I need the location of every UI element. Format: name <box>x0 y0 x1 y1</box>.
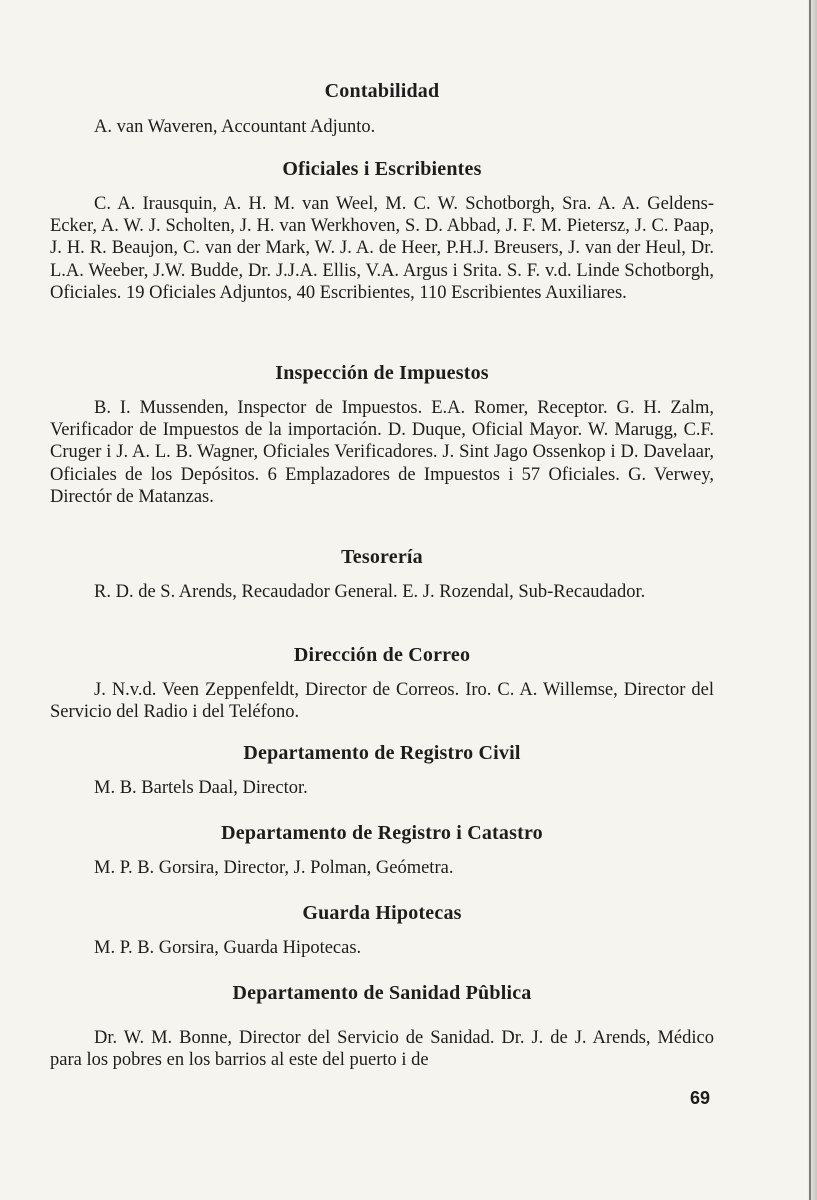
section-text: M. B. Bartels Daal, Director. <box>94 778 308 798</box>
section-heading: Departamento de Registro i Catastro <box>221 822 543 844</box>
section-registro-catastro <box>50 822 714 879</box>
section-registro-civil <box>50 742 714 799</box>
section-text: J. N.v.d. Veen Zeppenfeldt, Director de Correos. Iro. C. A. Willemse, Director del Servicio del Radio i del Teléfono. <box>50 680 714 723</box>
section-text: M. P. B. Gorsira, Guarda Hipotecas. <box>94 938 362 958</box>
page-number: 69 <box>690 1088 711 1108</box>
section-inspeccion-impuestos <box>50 362 714 508</box>
section-heading: Dirección de Correo <box>293 644 471 666</box>
section-heading: Contabilidad <box>324 80 440 102</box>
section-heading: Inspección de Impuestos <box>275 362 489 384</box>
binding-line <box>809 0 811 1200</box>
section-heading: Guarda Hipotecas <box>302 902 462 924</box>
section-text: A. van Waveren, Accountant Adjunto. <box>94 117 376 137</box>
section-oficiales-escribientes <box>50 158 714 304</box>
section-text: R. D. de S. Arends, Recaudador General. E. J. Rozendal, Sub-Recaudador. <box>94 582 646 602</box>
section-text: Dr. W. M. Bonne, Director del Servicio de Sanidad. Dr. J. de J. Arends, Médico para los pobres en los barrios al este del puerto i de <box>50 1028 714 1071</box>
section-direccion-correo <box>50 644 714 723</box>
section-heading: Oficiales i Escribientes <box>282 158 482 180</box>
section-contabilidad <box>50 80 714 138</box>
section-guarda-hipotecas <box>50 902 714 959</box>
section-sanidad-publica <box>50 982 714 1071</box>
section-heading: Departamento de Registro Civil <box>243 742 521 764</box>
section-heading: Departamento de Sanidad Pûblica <box>232 982 532 1004</box>
section-text: M. P. B. Gorsira, Director, J. Polman, Geómetra. <box>94 858 454 878</box>
section-text: B. I. Mussenden, Inspector de Impuestos. E.A. Romer, Receptor. G. H. Zalm, Verificador de Impuestos de la importación. D. Duque, Oficial Mayor. W. Marugg, C.F. Cruger i J. A. L. B. Wagner, Oficiales Verificadores. J. Sint Jago Ossenkop i D. Davelaar, Oficiales de los Depósitos. 6 Emplazadores de Impuestos i 57 Oficiales. G. Verwey, Directór de Matanzas. <box>50 398 714 507</box>
section-text: C. A. Irausquin, A. H. M. van Weel, M. C. W. Schotborgh, Sra. A. A. Geldens-Ecker, A. W. J. Scholten, J. H. van Werkhoven, S. D. Abbad, J. F. M. Pietersz, J. C. Paap, J. H. R. Beaujon, C. van der Mark, W. J. A. de Heer, P.H.J. Breusers, J. van der Heul, Dr. L.A. Weeber, J.W. Budde, Dr. J.J.A. Ellis, V.A. Argus i Srita. S. F. v.d. Linde Schotborgh, Oficiales. 19 Oficiales Adjuntos, 40 Escribientes, 110 Escribientes Auxiliares. <box>50 194 714 303</box>
section-tesoreria <box>50 546 714 603</box>
section-heading: Tesorería <box>341 546 423 568</box>
